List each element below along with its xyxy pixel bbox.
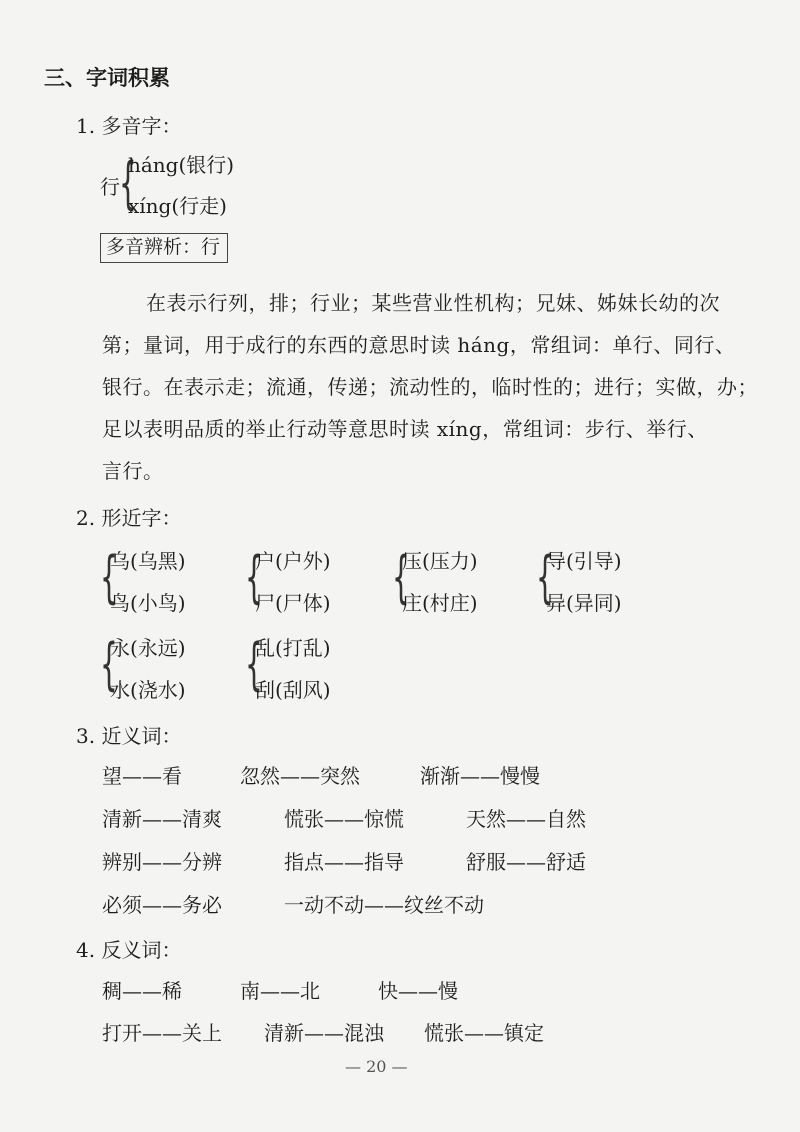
page-number: — 20 — (345, 1057, 408, 1076)
antonym-pair: 稠——稀 (102, 979, 182, 1003)
polyphone-heading: 1. 多音字： (76, 114, 182, 138)
polyphone-reading: xíng(行走) (128, 194, 227, 218)
similar-char-item: 乱(打乱) (255, 636, 331, 660)
synonym-pair: 忽然——突然 (240, 764, 360, 788)
analysis-line: 足以表明品质的举止行动等意思时读 xíng，常组词：步行、举行、 (102, 417, 708, 441)
antonym-pair: 慌张——镇定 (424, 1021, 544, 1045)
similar-char-item: 导(引导) (546, 549, 622, 573)
similar-char-item: 鸟(小鸟) (110, 591, 186, 615)
antonym-pair: 清新——混浊 (264, 1021, 384, 1045)
analysis-line: 言行。 (102, 459, 164, 483)
brace-icon: { (536, 545, 554, 610)
synonym-pair: 慌张——惊慌 (284, 807, 404, 831)
similar-char-item: 异(异同) (546, 591, 622, 615)
similar-char-item: 庄(村庄) (402, 591, 478, 615)
brace-icon: { (392, 545, 410, 610)
synonym-pair: 一动不动——纹丝不动 (284, 893, 484, 917)
antonym-pair: 快——慢 (378, 979, 458, 1003)
section-title: 三、字词积累 (44, 66, 170, 90)
similar-char-item: 户(户外) (255, 549, 331, 573)
similar-char-item: 刮(刮风) (255, 678, 331, 702)
brace-icon: { (100, 632, 118, 697)
polyphone-char: 行 (100, 175, 120, 199)
synonym-pair: 辨别——分辨 (102, 850, 222, 874)
synonym-pair: 必须——务必 (102, 893, 222, 917)
similar-char-item: 尸(尸体) (255, 591, 331, 615)
synonym-pair: 天然——自然 (466, 807, 586, 831)
synonyms-heading: 3. 近义词： (76, 724, 182, 748)
similar-char-item: 永(永远) (110, 636, 186, 660)
analysis-line: 银行。在表示走；流通，传递；流动性的，临时性的；进行；实做，办； (102, 375, 758, 399)
analysis-line: 在表示行列，排；行业；某些营业性机构；兄妹、姊妹长幼的次 (146, 291, 720, 315)
synonym-pair: 舒服——舒适 (466, 850, 586, 874)
brace-icon: { (245, 545, 263, 610)
analysis-label: 多音辨析：行 (100, 233, 228, 263)
brace-icon: { (100, 545, 118, 610)
brace-icon: { (119, 151, 137, 216)
similar-char-item: 乌(乌黑) (110, 549, 186, 573)
antonym-pair: 南——北 (240, 979, 320, 1003)
synonym-pair: 望——看 (102, 764, 182, 788)
similar-char-item: 压(压力) (402, 549, 478, 573)
polyphone-reading: háng(银行) (128, 153, 235, 177)
similar-char-item: 水(浇水) (110, 678, 186, 702)
antonym-pair: 打开——关上 (102, 1021, 222, 1045)
similar-chars-heading: 2. 形近字： (76, 506, 182, 530)
synonym-pair: 指点——指导 (284, 850, 404, 874)
synonym-pair: 清新——清爽 (102, 807, 222, 831)
brace-icon: { (245, 632, 263, 697)
synonym-pair: 渐渐——慢慢 (420, 764, 540, 788)
analysis-line: 第；量词，用于成行的东西的意思时读 háng，常组词：单行、同行、 (102, 333, 736, 357)
antonyms-heading: 4. 反义词： (76, 938, 182, 962)
